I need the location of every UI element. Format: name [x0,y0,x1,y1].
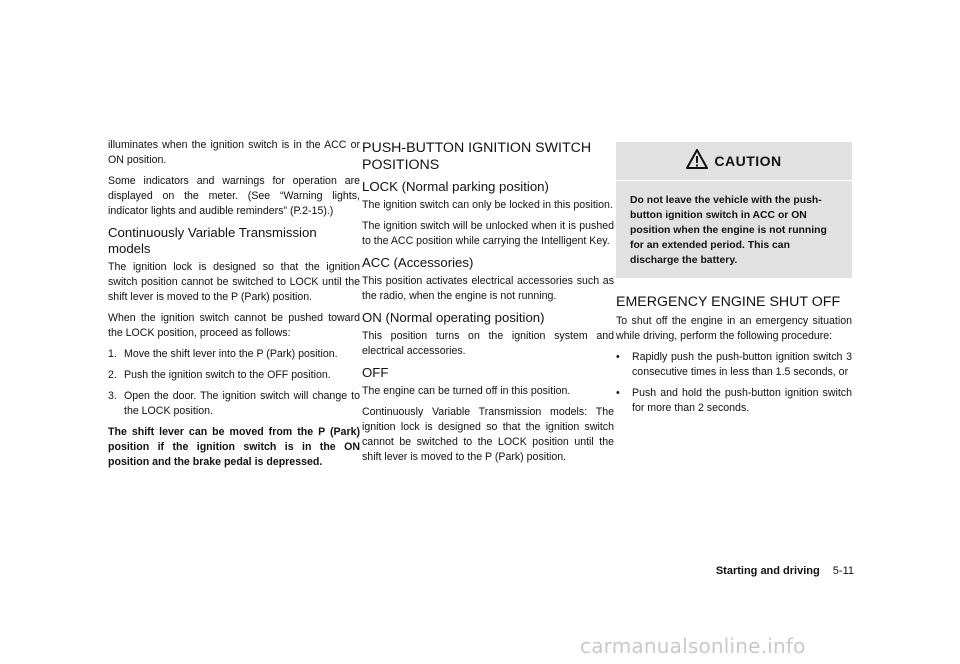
caution-text: Do not leave the vehicle with the push-button ignition switch in ACC or ON position when the engine is not running for an extended period. This can discharge the battery. [630,195,827,266]
paragraph: Some indicators and warnings for operation are displayed on the meter. (See “Warning lights, indicator lights and audible reminders” (P.2-15).) [108,175,360,217]
step-number: 1. [108,348,117,360]
bullet-list [616,350,852,416]
list-item [616,386,852,416]
section-heading: PUSH-BUTTON IGNITION SWITCH POSITIONS [362,140,592,173]
column-right [616,142,852,422]
column-middle [362,138,614,471]
section-heading: Continuously Variable Transmission models [108,225,317,256]
numbered-steps [108,347,360,419]
paragraph: illuminates when the ignition switch is in the ACC or ON position. [108,139,360,166]
list-item [108,347,360,362]
step-number: 3. [108,390,117,402]
paragraph: The ignition switch will be unlocked when it is pushed to the ACC position while carrying the Intelligent Key. [362,220,614,247]
paragraph: Continuously Variable Transmission models: The ignition lock is designed so that the ignition switch cannot be switched to the LOCK position until the shift lever is moved to the P (Park) position. [362,406,614,463]
paragraph: This position activates electrical accessories such as the radio, when the engine is not running. [362,275,614,302]
subsection-heading: ON (Normal operating position) [362,310,545,325]
step-number: 2. [108,369,117,381]
bullet-mark: • [616,387,620,399]
paragraph: To shut off the engine in an emergency situation while driving, perform the following procedure: [616,315,852,342]
watermark: carmanualsonline.info [580,634,806,658]
step-text: Push the ignition switch to the OFF position. [124,369,331,381]
step-text: Open the door. The ignition switch will change to the LOCK position. [124,390,360,417]
paragraph: When the ignition switch cannot be pushed toward the LOCK position, proceed as follows: [108,312,360,339]
step-text: Move the shift lever into the P (Park) position. [124,348,338,360]
caution-title: CAUTION [714,152,782,169]
bullet-text: Rapidly push the push-button ignition switch 3 consecutive times in less than 1.5 seconds, or [632,351,852,378]
list-item [108,389,360,419]
list-item [616,350,852,380]
bullet-mark: • [616,351,620,363]
subsection-heading: OFF [362,365,389,380]
paragraph: The ignition lock is designed so that the ignition switch position cannot be switched to LOCK until the shift lever is moved to the P (Park) position. [108,261,360,303]
footer-section-title: Starting and driving [715,565,820,577]
section-heading: EMERGENCY ENGINE SHUT OFF [616,294,841,310]
caution-box [616,142,852,278]
subsection-heading: LOCK (Normal parking position) [362,179,549,194]
page-footer [716,565,854,577]
bold-note: The shift lever can be moved from the P (Park) position if the ignition switch is in the ON position and the brake pedal is depressed. [108,426,360,468]
bullet-text: Push and hold the push-button ignition switch for more than 2 seconds. [632,387,852,414]
page-number: 5-11 [832,565,854,577]
warning-triangle-icon [686,149,708,174]
column-left [108,138,360,476]
paragraph: This position turns on the ignition system and electrical accessories. [362,330,614,357]
paragraph: The engine can be turned off in this position. [362,385,571,397]
paragraph: The ignition switch can only be locked in this position. [362,199,613,211]
list-item [108,368,360,383]
subsection-heading: ACC (Accessories) [362,255,474,270]
caution-header [616,142,852,181]
